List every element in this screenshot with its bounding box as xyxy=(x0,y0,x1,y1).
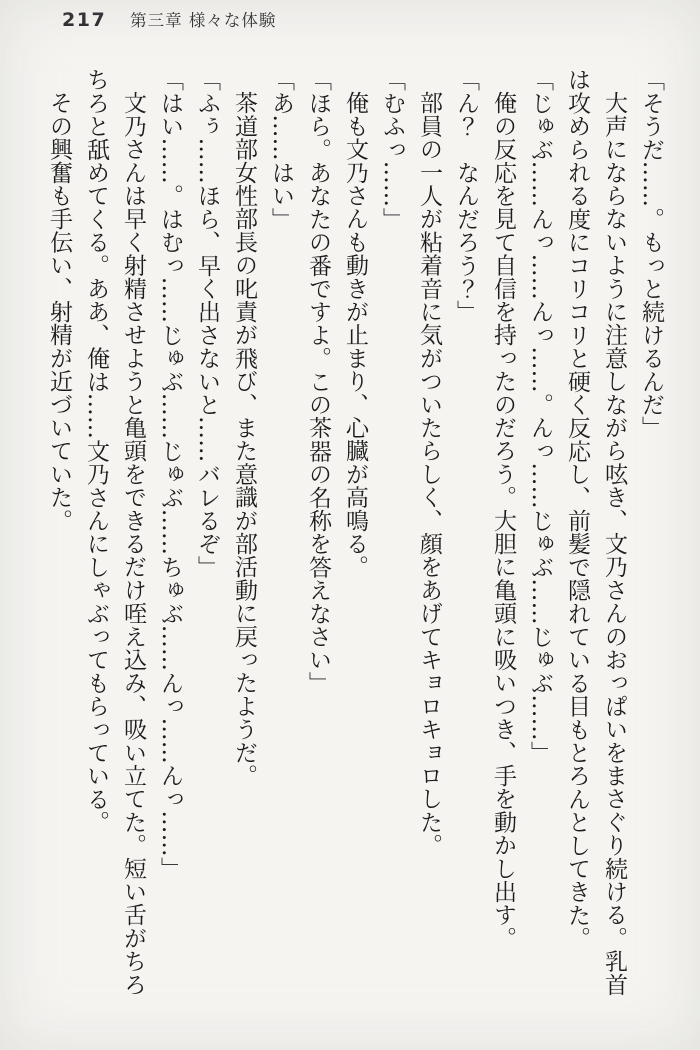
narrative-line: 茶道部女性部長の叱責が飛び、また意識が部活動に戻ったようだ。 xyxy=(231,91,257,787)
narrative-line: 文乃さんは早く射精させようと亀頭をできるだけ咥え込み、吸い立てた。短い舌がちろちろと舐めてくる。ああ、俺は……文乃さんにしゃぶってもらっている。 xyxy=(83,68,146,996)
dialogue-line: 「ほら。あなたの番ですよ。この茶器の名称を答えなさい」 xyxy=(305,68,331,695)
dialogue-line: 「ん？ なんだろう？」 xyxy=(453,68,479,324)
running-head xyxy=(62,7,276,31)
dialogue-line: 「ふぅ……ほら、早く出さないと……バレるぞ」 xyxy=(194,68,220,579)
narrative-line: 部員の一人が粘着音に気がついたらしく、顔をあげてキョロキョロした。 xyxy=(416,91,442,857)
dialogue-line: 「むふっ……」 xyxy=(379,68,405,231)
narrative-line: 俺の反応を見て自信を持ったのだろう。大胆に亀頭に吸いつき、手を動かし出す。 xyxy=(490,91,516,950)
narrative-line: 大声にならないように注意しながら呟き、文乃さんのおっぱいをまさぐり続ける。乳首は攻められる度にコリコリと硬く反応し、前髪で隠れている目もとろんとしてきた。 xyxy=(564,68,627,996)
chapter-title: 第三章 様々な体験 xyxy=(130,11,277,30)
narrative-line: その興奮も手伝い、射精が近づいていた。 xyxy=(46,91,72,532)
dialogue-line: 「あ……はい」 xyxy=(268,68,294,231)
narrative-line: 俺も文乃さんも動きが止まり、心臓が高鳴る。 xyxy=(342,91,368,579)
dialogue-line: 「はい……。はむっ……じゅぶ……じゅぶ……ちゅぶ……んっ……んっ……」 xyxy=(157,68,183,881)
dialogue-line: 「そうだ……。もっと続けるんだ」 xyxy=(638,68,664,440)
vertical-text-body xyxy=(35,68,669,1009)
dialogue-line: 「じゅぶ……んっ……んっ……。んっ……じゅぶ……じゅぶ……」 xyxy=(527,68,553,764)
page-number: 217 xyxy=(62,9,107,31)
